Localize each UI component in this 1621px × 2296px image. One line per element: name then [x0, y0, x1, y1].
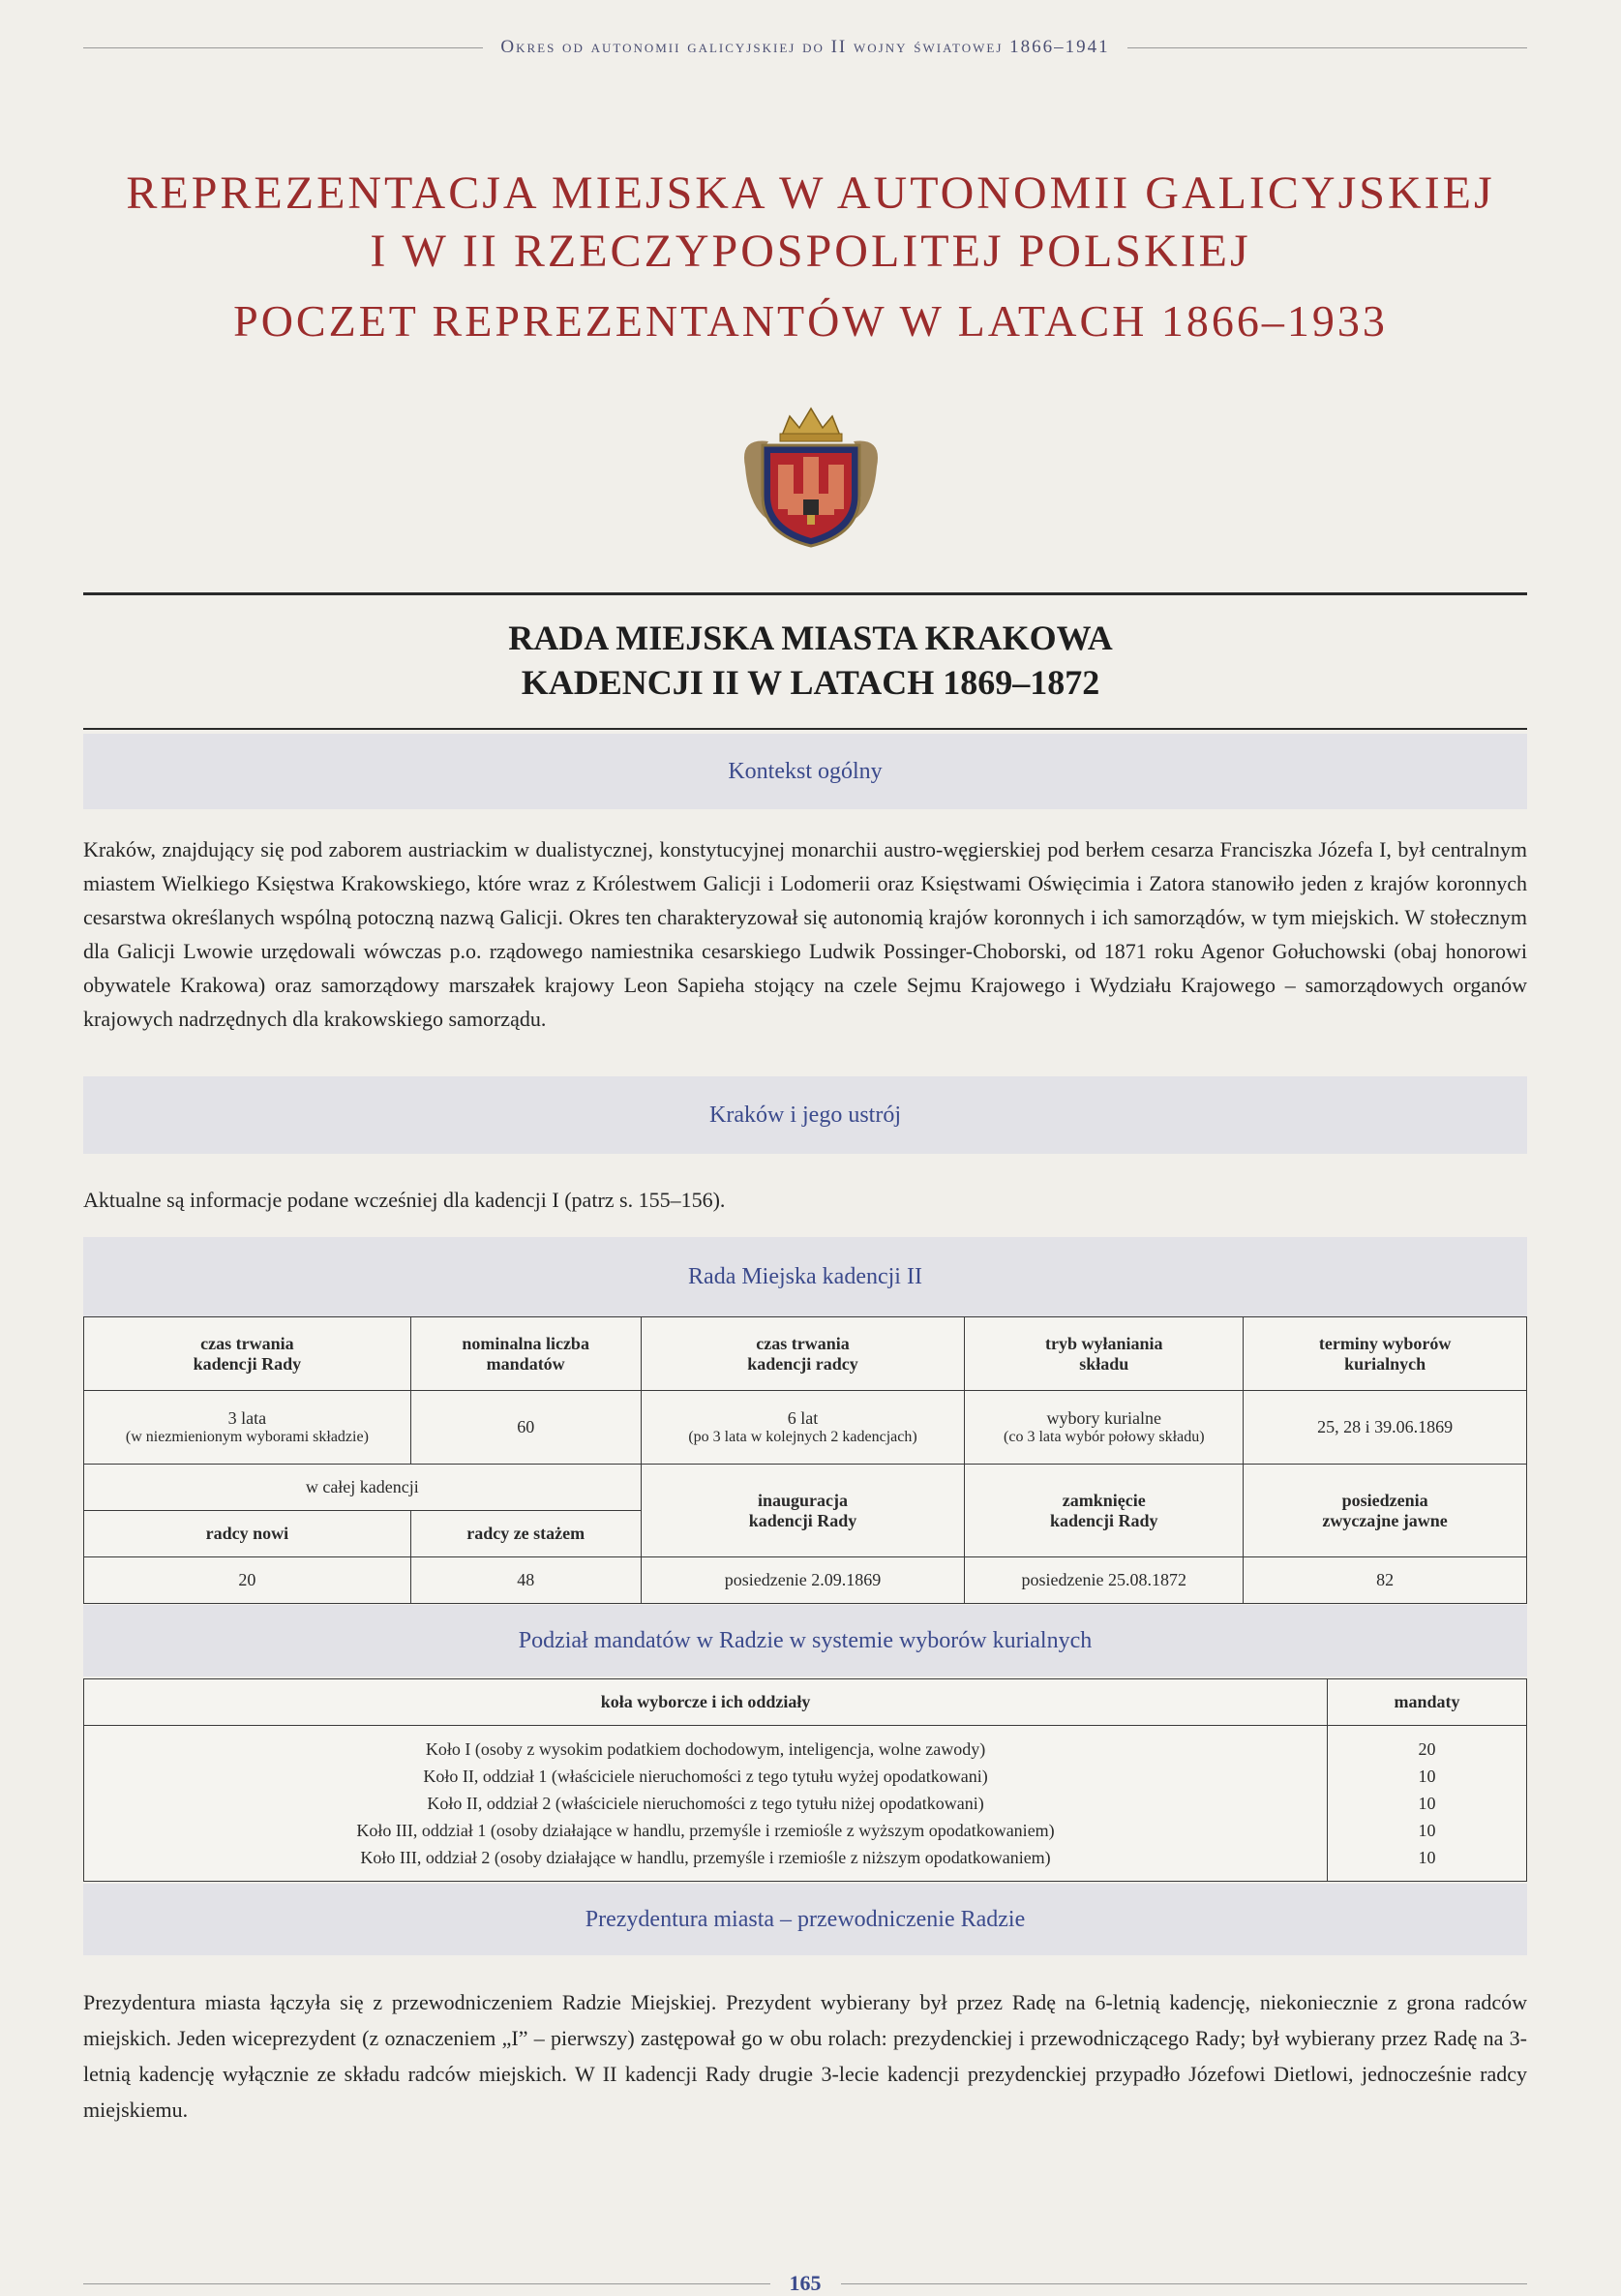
header-rule-left: [83, 47, 483, 48]
header-closing: zamknięcie kadencji Rady: [965, 1465, 1244, 1557]
presidency-heading-band: [83, 1884, 1527, 1955]
header-whole-term: w całej kadencji: [84, 1465, 642, 1511]
council-row-1: [84, 1391, 1527, 1465]
council-title-line-1: RADA MIEJSKA MIASTA KRAKOWA: [508, 619, 1113, 657]
running-header: [83, 37, 1527, 58]
main-title-line-2: I W II RZECZYPOSPOLITEJ POLSKIEJ: [370, 226, 1251, 277]
presidency-heading: Prezydentura miasta – przewodniczenie Radzie: [585, 1907, 1026, 1932]
selection-mode-note: (co 3 lata wybór połowy składu): [1004, 1429, 1205, 1445]
main-title: [0, 165, 1621, 281]
curia-heading-band: [83, 1605, 1527, 1677]
cell-senior-members: 48: [410, 1557, 641, 1604]
presidency-paragraph: Prezydentura miasta łączyła się z przewodniczeniem Radzie Miejskiej. Prezydent wybierany był przez Radę na 6-letnią kadencję, niekoniecznie z grona radców miejskich. Jeden wiceprezydent (z oznaczeniem „I” – pierwszy) zastępował go w obu rolach: prezydenckiej i przewodniczącego Rady; był wybierany przez Radę na 3-letnią kadencję wyłącznie ze składu radców miejskich. W II kadencji Rady drugie 3-lecie kadencji prezydenckiej przypadło Józefowi Dietlowi, jednocześnie radcy miejskiemu.: [83, 1990, 1527, 2122]
krakow-coat-of-arms-icon: [735, 399, 886, 554]
curia-circle-5: Koło III, oddział 2 (osoby działające w handlu, przemyśle i rzemiośle z niższym opodatkowaniem): [360, 1848, 1051, 1867]
header-nominal-seats: nominalna liczba mandatów: [410, 1317, 641, 1391]
header-seats: mandaty: [1328, 1679, 1527, 1726]
system-paragraph: Aktualne są informacje podane wcześniej dla kadencji I (patrz s. 155–156).: [83, 1188, 726, 1212]
context-heading: Kontekst ogólny: [728, 759, 883, 784]
page-number: 165: [789, 2271, 822, 2295]
context-paragraph: Kraków, znajdujący się pod zaborem austriackim w dualistycznej, konstytucyjnej monarchii austro-węgierskiej pod berłem cesarza Franciszka Józefa I, był centralnym miastem Wielkiego Księstwa Krakowskiego, które wraz z Królestwem Galicji i Lodomerii oraz Księstwami Oświęcimia i Zatora stanowiło jeden z krajów koronnych cesarstwa określanych wspólną potoczną nazwą Galicji. Okres ten charakteryzował się autonomią krajów koronnych i ich samorządów, w tym miejskich. W stołecznym dla Galicji Lwowie urzędowali wówczas p.o. rządowego namiestnika cesarskiego Ludwik Possinger-Choborski, od 1871 roku Agenor Gołuchowski (obaj honorowi obywatele Krakowa) oraz samorządowy marszałek krajowy Leon Sapieha stojący na czele Sejmu Krajowego i Wydziału Krajowego – samorządowych organów krajowych nadrzędnych dla krakowskiego samorządu.: [83, 837, 1527, 1031]
curia-table: [83, 1678, 1527, 1882]
header-election-dates: terminy wyborów kurialnych: [1244, 1317, 1527, 1391]
curia-seats-3: 10: [1418, 1794, 1436, 1813]
page-footer: [83, 2271, 1527, 2296]
curia-seats-1: 20: [1418, 1739, 1436, 1759]
curia-circle-3: Koło II, oddział 2 (właściciele nieruchomości z tego tytułu niżej opodatkowani): [427, 1794, 984, 1813]
header-selection-mode: tryb wyłaniania składu: [965, 1317, 1244, 1391]
header-senior-members: radcy ze stażem: [410, 1511, 641, 1557]
council-title: [0, 616, 1621, 705]
cell-member-term: [641, 1391, 965, 1465]
cell-selection-mode: [965, 1391, 1244, 1465]
cell-new-members: 20: [84, 1557, 411, 1604]
council-header-row: [84, 1317, 1527, 1391]
system-heading: Kraków i jego ustrój: [709, 1103, 901, 1128]
curia-header-row: [84, 1679, 1527, 1726]
term-duration-value: 3 lata: [227, 1408, 267, 1428]
header-inauguration: inauguracja kadencji Rady: [641, 1465, 965, 1557]
curia-seats-4: 10: [1418, 1821, 1436, 1840]
curia-circle-4: Koło III, oddział 1 (osoby działające w handlu, przemyśle i rzemiośle z wyższym opodatkowaniem): [356, 1821, 1055, 1840]
header-rule-right: [1127, 47, 1527, 48]
curia-circle-2: Koło II, oddział 1 (właściciele nieruchomości z tego tytułu wyżej opodatkowani): [423, 1767, 988, 1786]
main-title-line-1: REPREZENTACJA MIEJSKA W AUTONOMII GALICYJSKIEJ: [126, 167, 1495, 219]
curia-seats-2: 10: [1418, 1767, 1436, 1786]
council-heading: Rada Miejska kadencji II: [688, 1264, 922, 1289]
cell-election-dates: 25, 28 i 39.06.1869: [1244, 1391, 1527, 1465]
cell-sessions: 82: [1244, 1557, 1527, 1604]
system-heading-band: [83, 1076, 1527, 1154]
cell-inauguration: posiedzenie 2.09.1869: [641, 1557, 965, 1604]
term-duration-note: (w niezmienionym wyborami składzie): [125, 1429, 369, 1445]
header-member-term: czas trwania kadencji radcy: [641, 1317, 965, 1391]
council-subheader-row-a: [84, 1465, 1527, 1511]
curia-circle-1: Koło I (osoby z wysokim podatkiem dochodowym, inteligencja, wolne zawody): [425, 1739, 986, 1759]
member-term-value: 6 lat: [787, 1408, 819, 1428]
footer-rule-right: [841, 2283, 1528, 2284]
header-term-duration: czas trwania kadencji Rady: [84, 1317, 411, 1391]
cell-closing: posiedzenie 25.08.1872: [965, 1557, 1244, 1604]
cell-nominal-seats: 60: [410, 1391, 641, 1465]
section-rule-bottom: [83, 728, 1527, 730]
context-heading-band: [83, 734, 1527, 809]
header-sessions: posiedzenia zwyczajne jawne: [1244, 1465, 1527, 1557]
council-title-line-2: KADENCJI II W LATACH 1869–1872: [521, 663, 1100, 702]
council-heading-band: [83, 1237, 1527, 1316]
header-new-members: radcy nowi: [84, 1511, 411, 1557]
council-table: [83, 1316, 1527, 1604]
selection-mode-value: wybory kurialne: [1046, 1408, 1161, 1428]
running-header-text: Okres od autonomii galicyjskiej do II wojny światowej 1866–1941: [500, 37, 1110, 57]
footer-rule-left: [83, 2283, 770, 2284]
curia-seats-5: 10: [1418, 1848, 1436, 1867]
curia-heading: Podział mandatów w Radzie w systemie wyborów kurialnych: [518, 1628, 1093, 1653]
member-term-note: (po 3 lata w kolejnych 2 kadencjach): [688, 1429, 917, 1445]
cell-term-duration: [84, 1391, 411, 1465]
curia-seats-list: [1328, 1726, 1527, 1882]
curia-body-row: [84, 1726, 1527, 1882]
curia-circles-list: [84, 1726, 1328, 1882]
subtitle: POCZET REPREZENTANTÓW W LATACH 1866–1933: [233, 296, 1388, 346]
header-electoral-circles: koła wyborcze i ich oddziały: [84, 1679, 1328, 1726]
council-row-2: [84, 1557, 1527, 1604]
section-rule-top: [83, 592, 1527, 595]
